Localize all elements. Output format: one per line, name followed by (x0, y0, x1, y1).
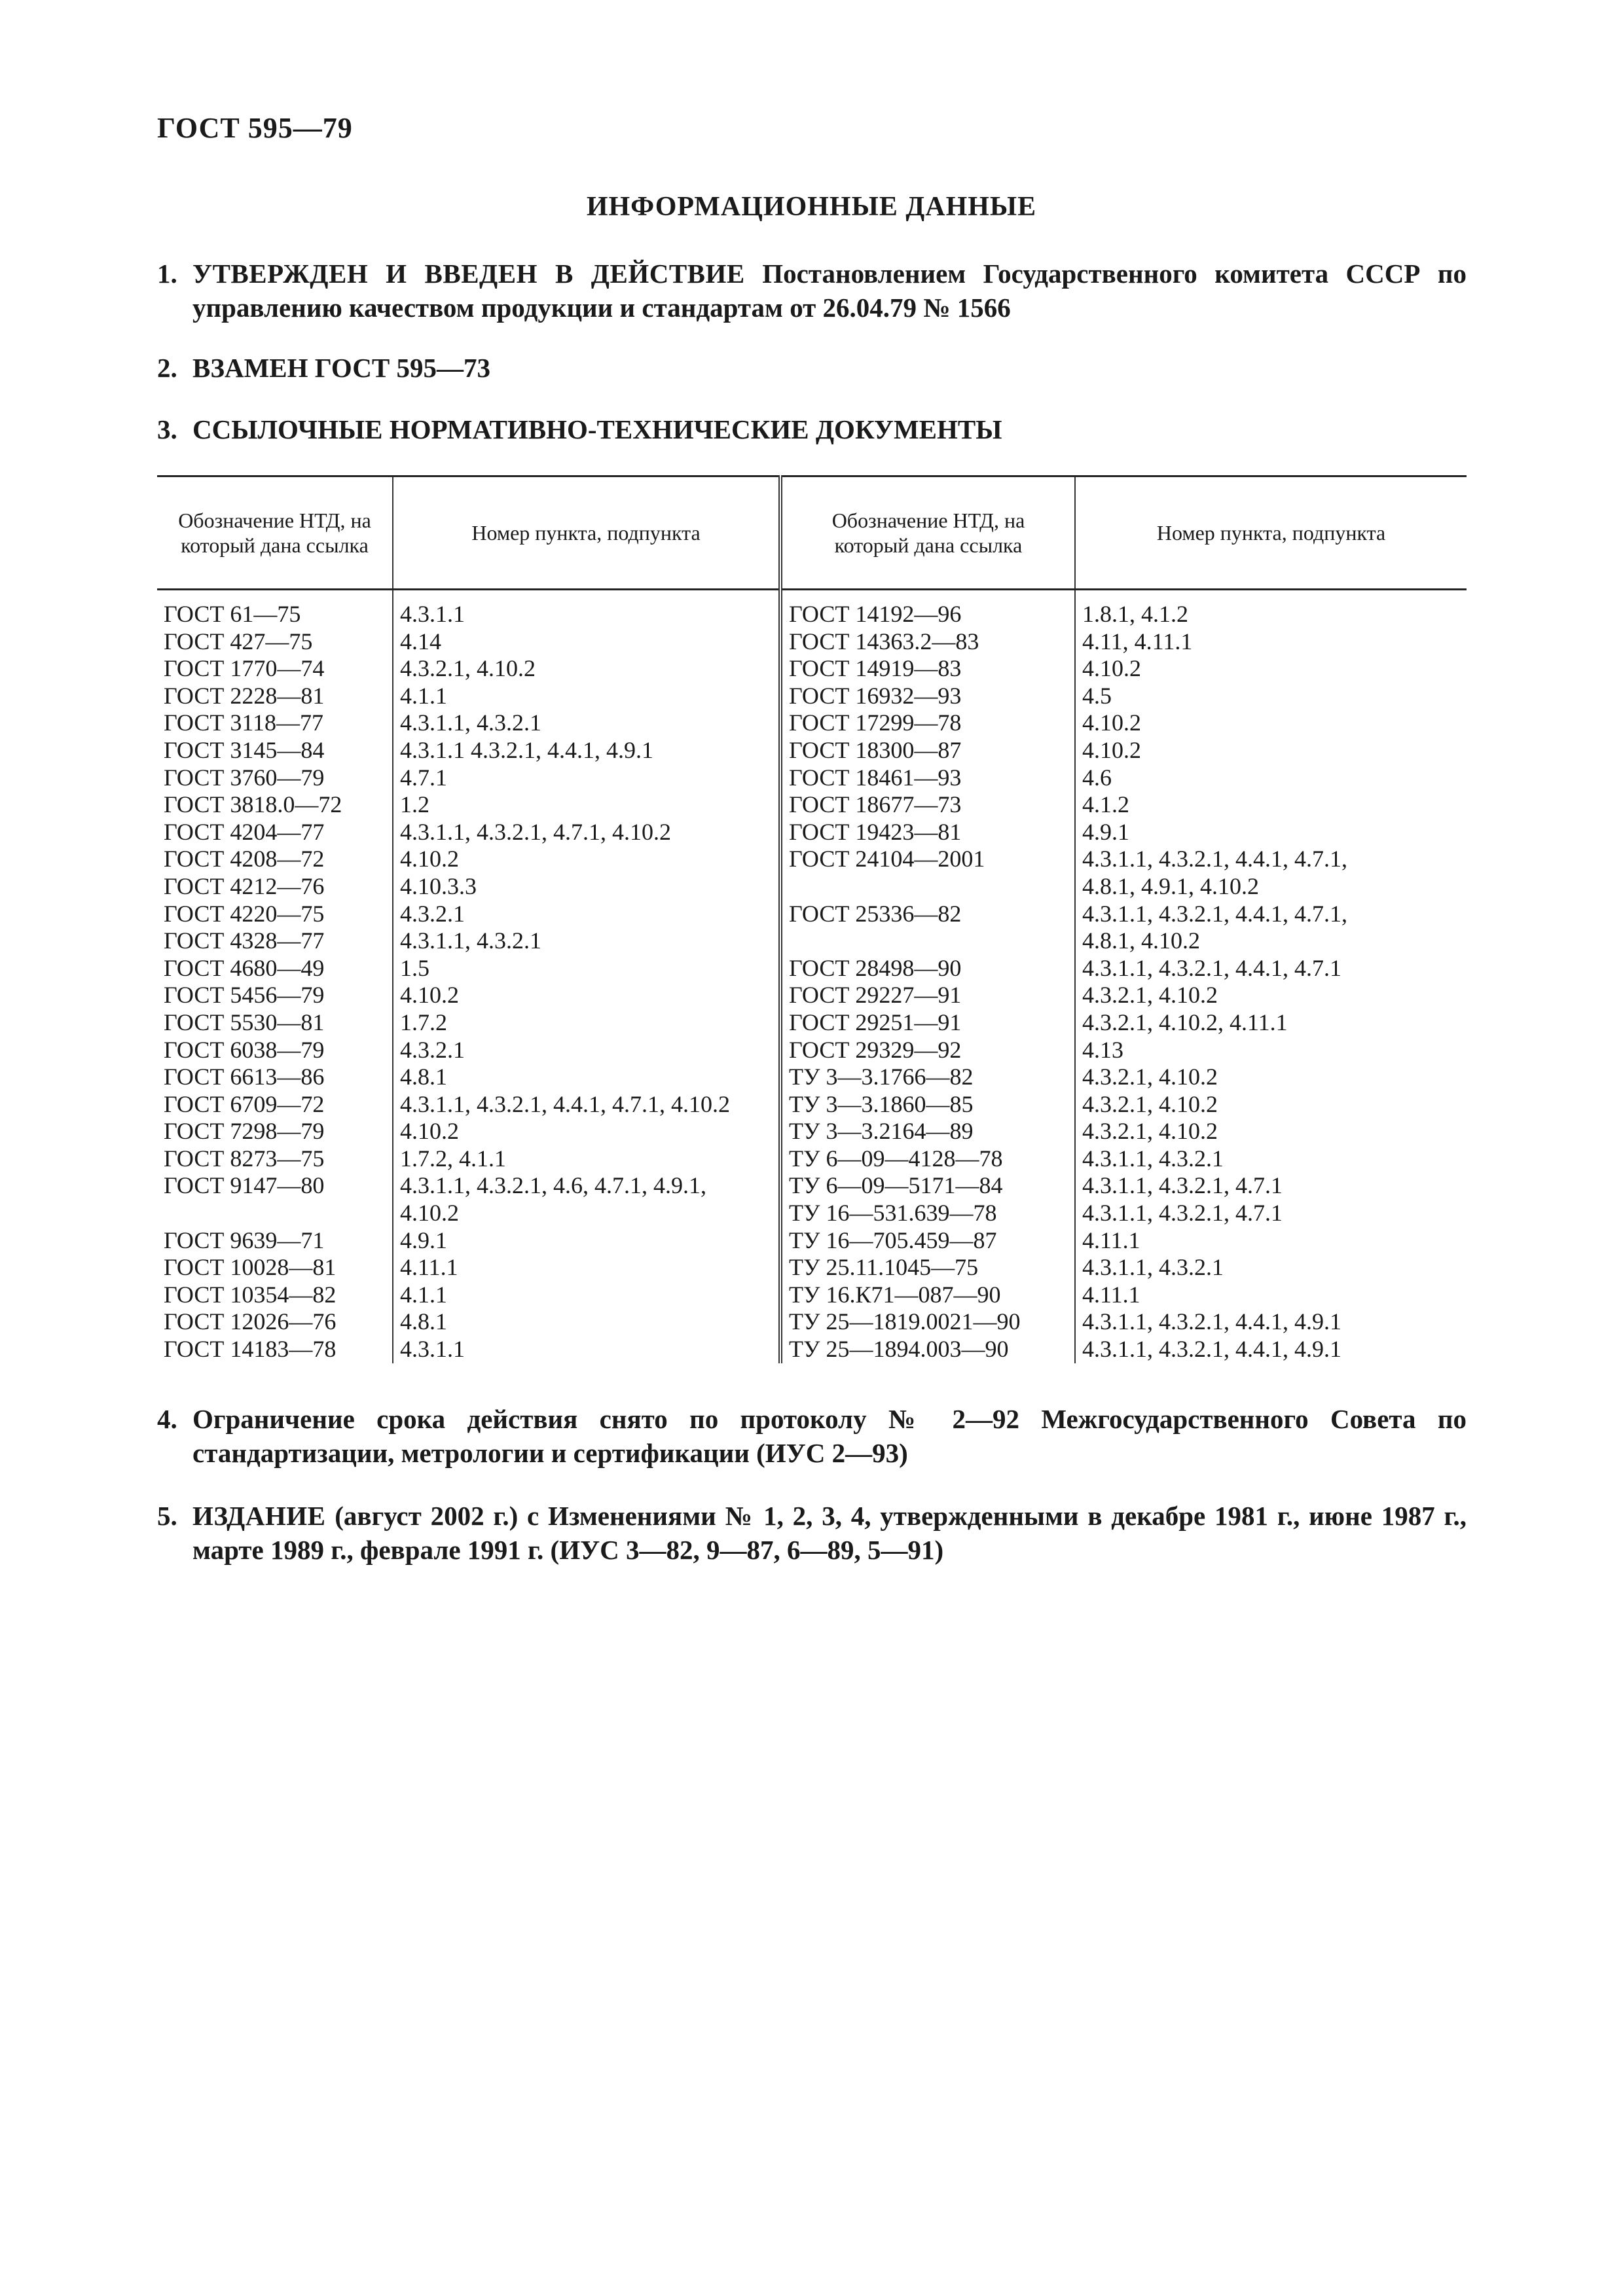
right-document-cell: ГОСТ 18461—93 (780, 764, 1075, 792)
right-document-cell: ГОСТ 17299—78 (780, 709, 1075, 737)
item-3 (157, 412, 1467, 446)
table-row (157, 1145, 1467, 1173)
table-row (157, 1254, 1467, 1282)
right-document-cell: ГОСТ 29251—91 (780, 1009, 1075, 1037)
right-clause-cell: 4.5 (1082, 682, 1112, 709)
right-document-cell: ТУ 3—3.1766—82 (780, 1064, 1075, 1091)
right-clause-cell: 4.3.1.1, 4.3.2.1, 4.4.1, 4.7.1, (1082, 900, 1347, 927)
right-clause-cell: 4.13 (1082, 1036, 1123, 1063)
item-4 (157, 1402, 1467, 1470)
table-row (157, 819, 1467, 846)
right-document-cell: ГОСТ 19423—81 (780, 819, 1075, 846)
table-row (157, 1227, 1467, 1255)
left-document-cell: ГОСТ 12026—76 (157, 1308, 393, 1336)
left-document-cell: ГОСТ 6613—86 (157, 1064, 393, 1091)
table-row (157, 791, 1467, 819)
item-number: 1. (157, 259, 177, 289)
left-clause-cell: 4.8.1 (393, 1308, 780, 1336)
left-clause-cell: 4.3.2.1 (393, 1037, 780, 1064)
left-document-cell: ГОСТ 5456—79 (157, 982, 393, 1009)
item-text (192, 1499, 1467, 1567)
table-row (157, 683, 1467, 710)
right-document-cell: ТУ 25.11.1045—75 (780, 1254, 1075, 1282)
left-clause-cell: 4.3.1.1, 4.3.2.1 (393, 709, 780, 737)
item-number: 3. (157, 414, 177, 444)
right-clause-cell: 4.8.1, 4.9.1, 4.10.2 (1082, 872, 1259, 899)
left-clause-cell: 4.8.1 (393, 1064, 780, 1091)
right-clause-cell: 4.11.1 (1082, 1281, 1140, 1308)
right-clause-cell: 4.10.2 (1082, 709, 1141, 736)
right-clause-cell: 1.8.1, 4.1.2 (1082, 601, 1188, 627)
table-row (157, 709, 1467, 737)
left-document-cell: ГОСТ 9639—71 (157, 1227, 393, 1255)
left-clause-cell: 4.10.3.3 (393, 873, 780, 901)
left-document-cell: ГОСТ 14183—78 (157, 1336, 393, 1363)
right-document-cell: ТУ 25—1819.0021—90 (780, 1308, 1075, 1336)
left-clause-cell: 1.7.2 (393, 1009, 780, 1037)
item-text: ВЗАМЕН ГОСТ 595—73 (192, 353, 490, 383)
right-document-cell: ТУ 16—531.639—78 (780, 1200, 1075, 1227)
right-document-cell: ТУ 16—705.459—87 (780, 1227, 1075, 1255)
table-row (157, 737, 1467, 764)
right-document-cell: ТУ 25—1894.003—90 (780, 1336, 1075, 1363)
right-clause-cell: 4.11, 4.11.1 (1082, 628, 1193, 655)
right-document-cell: ГОСТ 14919—83 (780, 655, 1075, 683)
item-5 (157, 1499, 1467, 1567)
table-row (157, 955, 1467, 982)
left-clause-cell: 4.10.2 (393, 1200, 780, 1227)
item-text: Ограничение срока действия снято по протоколу № 2—92 Межгосударственного Совета по стандартизации, метрологии и сертификации (ИУС 2—93) (192, 1404, 1467, 1468)
table-spacer-row (157, 590, 1467, 601)
left-clause-cell: 4.3.2.1 (393, 901, 780, 928)
table-row (157, 1091, 1467, 1119)
right-clause-cell: 4.3.2.1, 4.10.2 (1082, 982, 1218, 1009)
item-text: ССЫЛОЧНЫЕ НОРМАТИВНО-ТЕХНИЧЕСКИЕ ДОКУМЕНТЫ (192, 414, 1002, 444)
right-clause-cell: 4.3.2.1, 4.10.2, 4.11.1 (1082, 1009, 1288, 1035)
right-clause-cell: 4.11.1 (1082, 1227, 1140, 1253)
left-document-cell: ГОСТ 3760—79 (157, 764, 393, 792)
left-document-cell: ГОСТ 61—75 (157, 601, 393, 628)
right-document-cell: ТУ 3—3.1860—85 (780, 1091, 1075, 1119)
left-document-cell: ГОСТ 1770—74 (157, 655, 393, 683)
item-lead: УТВЕРЖДЕН И ВВЕДЕН В ДЕЙСТВИЕ (192, 259, 745, 289)
right-clause-cell: 4.3.2.1, 4.10.2 (1082, 1090, 1218, 1117)
left-document-cell: ГОСТ 9147—80 (157, 1172, 393, 1200)
right-clause-cell: 4.3.2.1, 4.10.2 (1082, 1064, 1218, 1090)
left-document-cell: ГОСТ 5530—81 (157, 1009, 393, 1037)
left-document-cell: ГОСТ 6038—79 (157, 1037, 393, 1064)
document-code: ГОСТ 595—79 (157, 112, 353, 144)
table-body (157, 590, 1467, 1363)
table-row (157, 601, 1467, 628)
left-clause-cell: 4.3.1.1 (393, 601, 780, 628)
table-row (157, 628, 1467, 656)
table-row (157, 764, 1467, 792)
right-document-cell (780, 873, 1075, 901)
left-document-cell: ГОСТ 7298—79 (157, 1118, 393, 1145)
left-document-cell: ГОСТ 3118—77 (157, 709, 393, 737)
left-clause-cell: 4.3.2.1, 4.10.2 (393, 655, 780, 683)
table-row (157, 1336, 1467, 1363)
left-document-cell: ГОСТ 2228—81 (157, 683, 393, 710)
header-right-document: Обозначение НТД, на который дана ссылка (780, 476, 1075, 590)
left-document-cell: ГОСТ 427—75 (157, 628, 393, 656)
table-row (157, 1037, 1467, 1064)
table-row (157, 1200, 1467, 1227)
table-row (157, 901, 1467, 928)
right-clause-cell: 4.3.1.1, 4.3.2.1, 4.4.1, 4.9.1 (1082, 1336, 1341, 1363)
left-document-cell: ГОСТ 4212—76 (157, 873, 393, 901)
right-clause-cell: 4.6 (1082, 764, 1112, 791)
left-clause-cell: 4.3.1.1 (393, 1336, 780, 1363)
left-document-cell: ГОСТ 4680—49 (157, 955, 393, 982)
left-clause-cell: 1.2 (393, 791, 780, 819)
left-document-cell: ГОСТ 4328—77 (157, 927, 393, 955)
left-clause-cell: 4.3.1.1, 4.3.2.1, 4.7.1, 4.10.2 (393, 819, 780, 846)
table-header-row (157, 476, 1467, 590)
left-document-cell: ГОСТ 3818.0—72 (157, 791, 393, 819)
right-document-cell: ГОСТ 18300—87 (780, 737, 1075, 764)
right-document-cell: ГОСТ 24104—2001 (780, 846, 1075, 873)
left-document-cell: ГОСТ 8273—75 (157, 1145, 393, 1173)
item-body: (август 2002 г.) с Изменениями № 1, 2, 3, 4, утвержденными в декабре 1981 г., июне 1987 г., марте 1989 г., феврале 1991 г. (ИУС 3—82, 9—87, 6—89, 5—91) (192, 1501, 1467, 1565)
table-row (157, 1308, 1467, 1336)
right-clause-cell: 4.3.1.1, 4.3.2.1, 4.4.1, 4.9.1 (1082, 1308, 1341, 1335)
left-document-cell: ГОСТ 4204—77 (157, 819, 393, 846)
table-row (157, 846, 1467, 873)
header-left-clause: Номер пункта, подпункта (393, 476, 780, 590)
left-clause-cell: 4.7.1 (393, 764, 780, 792)
right-clause-cell: 4.10.2 (1082, 655, 1141, 682)
left-document-cell: ГОСТ 10028—81 (157, 1254, 393, 1282)
right-clause-cell: 4.3.2.1, 4.10.2 (1082, 1118, 1218, 1145)
reference-documents-table (157, 475, 1467, 1363)
right-document-cell (780, 927, 1075, 955)
item-body: Постановлением Государственного комитета СССР по управлению качеством продукции и стандартам от 26.04.79 № 1566 (192, 259, 1467, 323)
left-clause-cell: 4.3.1.1 4.3.2.1, 4.4.1, 4.9.1 (393, 737, 780, 764)
right-document-cell: ГОСТ 28498—90 (780, 955, 1075, 982)
item-number: 4. (157, 1404, 177, 1434)
item-number: 2. (157, 353, 177, 383)
right-document-cell: ТУ 6—09—5171—84 (780, 1172, 1075, 1200)
right-clause-cell: 4.3.1.1, 4.3.2.1, 4.4.1, 4.7.1 (1082, 954, 1341, 981)
left-clause-cell: 4.3.1.1, 4.3.2.1, 4.6, 4.7.1, 4.9.1, (393, 1172, 780, 1200)
item-text (192, 257, 1467, 325)
table-row (157, 1282, 1467, 1309)
left-clause-cell: 4.3.1.1, 4.3.2.1 (393, 927, 780, 955)
left-clause-cell: 1.7.2, 4.1.1 (393, 1145, 780, 1173)
table-row (157, 1118, 1467, 1145)
left-document-cell: ГОСТ 3145—84 (157, 737, 393, 764)
left-document-cell: ГОСТ 4208—72 (157, 846, 393, 873)
left-document-cell: ГОСТ 10354—82 (157, 1282, 393, 1309)
table-row (157, 1064, 1467, 1091)
left-clause-cell: 1.5 (393, 955, 780, 982)
right-clause-cell: 4.3.1.1, 4.3.2.1, 4.7.1 (1082, 1172, 1283, 1199)
right-clause-cell: 4.3.1.1, 4.3.2.1, 4.7.1 (1082, 1200, 1283, 1227)
left-document-cell: ГОСТ 6709—72 (157, 1091, 393, 1119)
right-clause-cell: 4.8.1, 4.10.2 (1082, 927, 1200, 954)
left-document-cell (157, 1200, 393, 1227)
left-clause-cell: 4.1.1 (393, 1282, 780, 1309)
right-clause-cell: 4.3.1.1, 4.3.2.1, 4.4.1, 4.7.1, (1082, 846, 1347, 872)
right-document-cell: ГОСТ 18677—73 (780, 791, 1075, 819)
right-document-cell: ГОСТ 25336—82 (780, 901, 1075, 928)
left-clause-cell: 4.3.1.1, 4.3.2.1, 4.4.1, 4.7.1, 4.10.2 (393, 1091, 780, 1119)
right-document-cell: ТУ 16.К71—087—90 (780, 1282, 1075, 1309)
right-document-cell: ТУ 3—3.2164—89 (780, 1118, 1075, 1145)
item-number: 5. (157, 1501, 177, 1531)
left-clause-cell: 4.1.1 (393, 683, 780, 710)
section-title: ИНФОРМАЦИОННЫЕ ДАННЫЕ (586, 192, 1037, 222)
left-clause-cell: 4.14 (393, 628, 780, 656)
left-clause-cell: 4.10.2 (393, 982, 780, 1009)
item-1 (157, 257, 1467, 325)
table-row (157, 1009, 1467, 1037)
left-clause-cell: 4.10.2 (393, 1118, 780, 1145)
table-row (157, 982, 1467, 1009)
item-2 (157, 351, 1467, 385)
header-left-document: Обозначение НТД, на который дана ссылка (157, 476, 393, 590)
left-clause-cell: 4.9.1 (393, 1227, 780, 1255)
right-document-cell: ГОСТ 29227—91 (780, 982, 1075, 1009)
right-clause-cell: 4.10.2 (1082, 736, 1141, 763)
table-row (157, 655, 1467, 683)
right-clause-cell: 4.1.2 (1082, 791, 1129, 818)
item-lead: ИЗДАНИЕ (192, 1501, 326, 1531)
right-document-cell: ГОСТ 16932—93 (780, 683, 1075, 710)
left-document-cell: ГОСТ 4220—75 (157, 901, 393, 928)
right-document-cell: ГОСТ 14192—96 (780, 601, 1075, 628)
left-clause-cell: 4.10.2 (393, 846, 780, 873)
right-clause-cell: 4.3.1.1, 4.3.2.1 (1082, 1145, 1224, 1172)
table-row (157, 1172, 1467, 1200)
left-clause-cell: 4.11.1 (393, 1254, 780, 1282)
right-clause-cell: 4.9.1 (1082, 818, 1129, 845)
right-clause-cell: 4.3.1.1, 4.3.2.1 (1082, 1254, 1224, 1281)
right-document-cell: ГОСТ 29329—92 (780, 1037, 1075, 1064)
table-row (157, 927, 1467, 955)
right-document-cell: ТУ 6—09—4128—78 (780, 1145, 1075, 1173)
right-document-cell: ГОСТ 14363.2—83 (780, 628, 1075, 656)
table-row (157, 873, 1467, 901)
header-right-clause: Номер пункта, подпункта (1075, 476, 1467, 590)
